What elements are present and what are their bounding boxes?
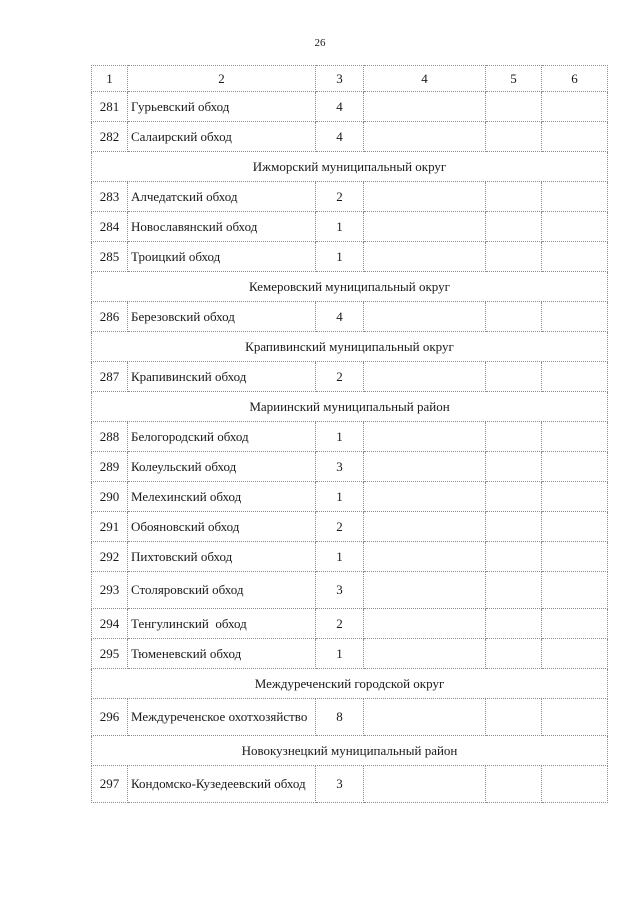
empty-cell [486,302,542,332]
empty-cell [486,242,542,272]
empty-cell [486,639,542,669]
row-number: 297 [92,766,128,803]
empty-cell [486,609,542,639]
empty-cell [364,699,486,736]
empty-cell [486,482,542,512]
empty-cell [542,699,608,736]
table-row [92,572,608,609]
section-row [92,392,608,422]
column-header-1: 1 [92,66,128,92]
empty-cell [364,242,486,272]
row-number: 294 [92,609,128,639]
table-row [92,182,608,212]
row-number: 283 [92,182,128,212]
area-count: 1 [316,482,364,512]
hunting-areas-table [91,65,608,803]
section-row [92,669,608,699]
area-name: Алчедатский обход [128,182,316,212]
area-name: Междуреченское охотхозяйство [128,699,316,736]
area-name: Мелехинский обход [128,482,316,512]
row-number: 282 [92,122,128,152]
area-name: Троицкий обход [128,242,316,272]
empty-cell [542,639,608,669]
area-count: 4 [316,122,364,152]
empty-cell [486,212,542,242]
area-count: 2 [316,182,364,212]
row-number: 295 [92,639,128,669]
empty-cell [486,572,542,609]
empty-cell [364,512,486,542]
section-row [92,152,608,182]
empty-cell [542,122,608,152]
empty-cell [542,609,608,639]
empty-cell [542,362,608,392]
area-count: 3 [316,766,364,803]
section-title: Междуреченский городской округ [92,669,608,699]
page-number: 26 [314,37,326,49]
section-row [92,272,608,302]
area-name: Пихтовский обход [128,542,316,572]
row-number: 292 [92,542,128,572]
section-title: Мариинский муниципальный район [92,392,608,422]
section-title: Новокузнецкий муниципальный район [92,736,608,766]
empty-cell [364,542,486,572]
empty-cell [364,212,486,242]
table-row [92,122,608,152]
area-name: Обояновский обход [128,512,316,542]
area-count: 3 [316,572,364,609]
section-title: Ижморский муниципальный округ [92,152,608,182]
empty-cell [486,766,542,803]
section-row [92,332,608,362]
empty-cell [364,422,486,452]
empty-cell [542,482,608,512]
empty-cell [542,92,608,122]
column-header-3: 3 [316,66,364,92]
table-row [92,422,608,452]
table-row [92,302,608,332]
area-name: Белогородский обход [128,422,316,452]
row-number: 285 [92,242,128,272]
empty-cell [542,766,608,803]
row-number: 287 [92,362,128,392]
area-name: Тенгулинский обход [128,609,316,639]
empty-cell [364,92,486,122]
column-header-5: 5 [486,66,542,92]
row-number: 281 [92,92,128,122]
empty-cell [486,542,542,572]
table-row [92,699,608,736]
area-name: Столяровский обход [128,572,316,609]
empty-cell [542,422,608,452]
empty-cell [364,482,486,512]
area-count: 4 [316,302,364,332]
section-title: Кемеровский муниципальный округ [92,272,608,302]
table-row [92,482,608,512]
column-header-2: 2 [128,66,316,92]
area-name: Новославянский обход [128,212,316,242]
section-row [92,736,608,766]
empty-cell [364,302,486,332]
column-header-6: 6 [542,66,608,92]
empty-cell [542,512,608,542]
area-count: 2 [316,362,364,392]
empty-cell [486,122,542,152]
empty-cell [542,452,608,482]
row-number: 286 [92,302,128,332]
area-name: Колеульский обход [128,452,316,482]
table-row [92,242,608,272]
area-name: Кондомско-Кузедеевский обход [128,766,316,803]
empty-cell [542,542,608,572]
empty-cell [486,422,542,452]
area-name: Салаирский обход [128,122,316,152]
area-count: 1 [316,639,364,669]
area-count: 2 [316,609,364,639]
table-row [92,542,608,572]
row-number: 296 [92,699,128,736]
row-number: 288 [92,422,128,452]
section-title: Крапивинский муниципальный округ [92,332,608,362]
row-number: 293 [92,572,128,609]
area-count: 8 [316,699,364,736]
empty-cell [364,609,486,639]
column-header-row [92,66,608,92]
table-row [92,766,608,803]
empty-cell [486,512,542,542]
area-name: Березовский обход [128,302,316,332]
empty-cell [542,572,608,609]
table-row [92,452,608,482]
area-name: Тюменевский обход [128,639,316,669]
table-row [92,639,608,669]
area-count: 4 [316,92,364,122]
empty-cell [486,452,542,482]
empty-cell [364,639,486,669]
empty-cell [486,92,542,122]
area-count: 1 [316,422,364,452]
empty-cell [486,362,542,392]
table-row [92,92,608,122]
empty-cell [364,572,486,609]
row-number: 284 [92,212,128,242]
empty-cell [364,182,486,212]
column-header-4: 4 [364,66,486,92]
empty-cell [364,766,486,803]
empty-cell [364,452,486,482]
area-count: 3 [316,452,364,482]
empty-cell [486,182,542,212]
table-row [92,512,608,542]
empty-cell [364,122,486,152]
area-name: Гурьевский обход [128,92,316,122]
table-row [92,609,608,639]
empty-cell [542,242,608,272]
area-count: 1 [316,242,364,272]
table-row [92,212,608,242]
row-number: 289 [92,452,128,482]
empty-cell [364,362,486,392]
area-count: 1 [316,212,364,242]
area-count: 2 [316,512,364,542]
empty-cell [542,212,608,242]
empty-cell [542,302,608,332]
row-number: 291 [92,512,128,542]
area-count: 1 [316,542,364,572]
table-row [92,362,608,392]
empty-cell [486,699,542,736]
area-name: Крапивинский обход [128,362,316,392]
empty-cell [542,182,608,212]
row-number: 290 [92,482,128,512]
